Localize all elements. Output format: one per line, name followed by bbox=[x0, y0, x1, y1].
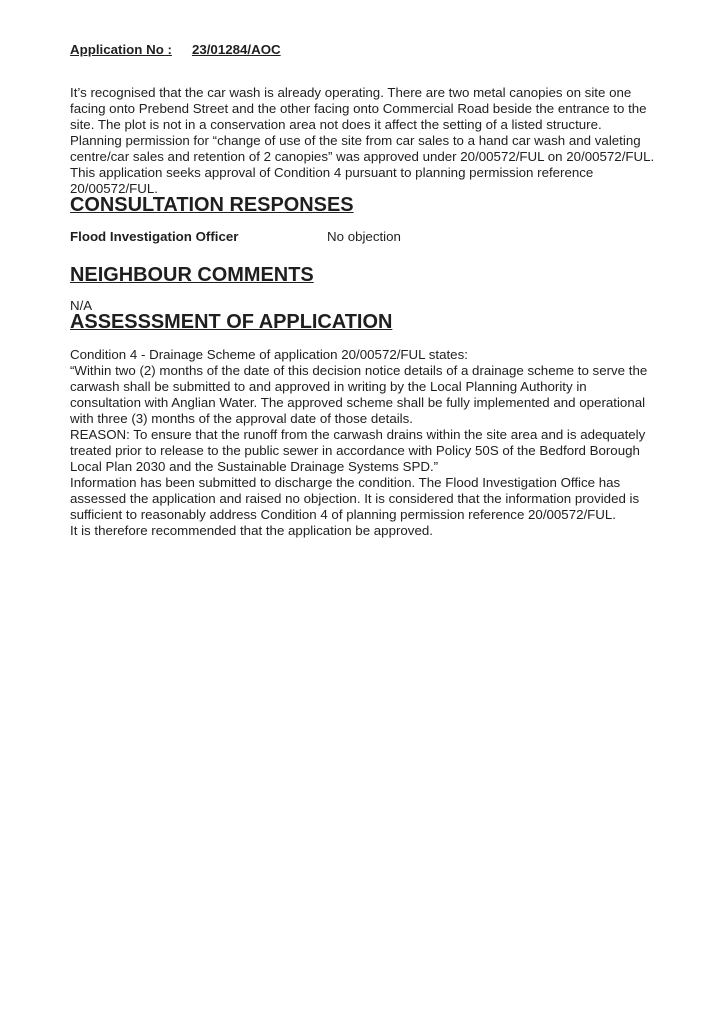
condition-intro: Condition 4 - Drainage Scheme of application 20/00572/FUL states: bbox=[70, 347, 468, 362]
recommendation: It is therefore recommended that the application be approved. bbox=[70, 523, 433, 538]
condition-quote: “Within two (2) months of the date of this decision notice details of a drainage scheme to serve the carwash shall be submitted to and approved in writing by the Local Planning Authority in consultation with Anglian Water. The approved scheme shall be fully implemented and operational with three (3) months of the approval date of those details. bbox=[70, 363, 648, 426]
assessment-heading: ASSESSSMENT OF APPLICATION bbox=[70, 311, 393, 333]
consultee-response: No objection bbox=[327, 229, 401, 244]
paragraph-site-description: It’s recognised that the car wash is already operating. There are two metal canopies on site one facing onto Prebend Street and the other facing onto Commercial Road beside the entrance to the site. The plot is not in a conservation area not does it affect the setting of a listed structure. bbox=[70, 85, 647, 132]
application-no-label: Application No : bbox=[70, 42, 172, 57]
paragraph-application-purpose: This application seeks approval of Condition 4 pursuant to planning permission reference 20/00572/FUL. bbox=[70, 165, 594, 196]
application-header bbox=[70, 42, 656, 58]
consultation-responses-heading: CONSULTATION RESPONSES bbox=[70, 194, 354, 216]
application-no-value: 23/01284/AOC bbox=[191, 42, 281, 57]
condition-reason: REASON: To ensure that the runoff from the carwash drains within the site area and is adequately treated prior to release to the public sewer in accordance with Policy 50S of the Bedford Borough Local Plan 2030 and the Sustainable Drainage Systems SPD.” bbox=[70, 427, 646, 474]
report-content bbox=[70, 42, 656, 539]
consultee-name: Flood Investigation Officer bbox=[70, 229, 239, 244]
consultation-response-row bbox=[70, 229, 656, 245]
neighbour-comments-value: N/A bbox=[70, 298, 93, 313]
paragraph-planning-permission: Planning permission for “change of use of the site from car sales to a hand car wash and valeting centre/car sales and retention of 2 canopies” was approved under 20/00572/FUL on 20/00572/FUL. bbox=[70, 133, 655, 164]
discharge-assessment: Information has been submitted to discharge the condition. The Flood Investigation Office has assessed the application and raised no objection. It is considered that the information provided is sufficient to reasonably address Condition 4 of planning permission reference 20/00572/FUL. bbox=[70, 475, 640, 522]
neighbour-comments-heading: NEIGHBOUR COMMENTS bbox=[70, 264, 314, 286]
